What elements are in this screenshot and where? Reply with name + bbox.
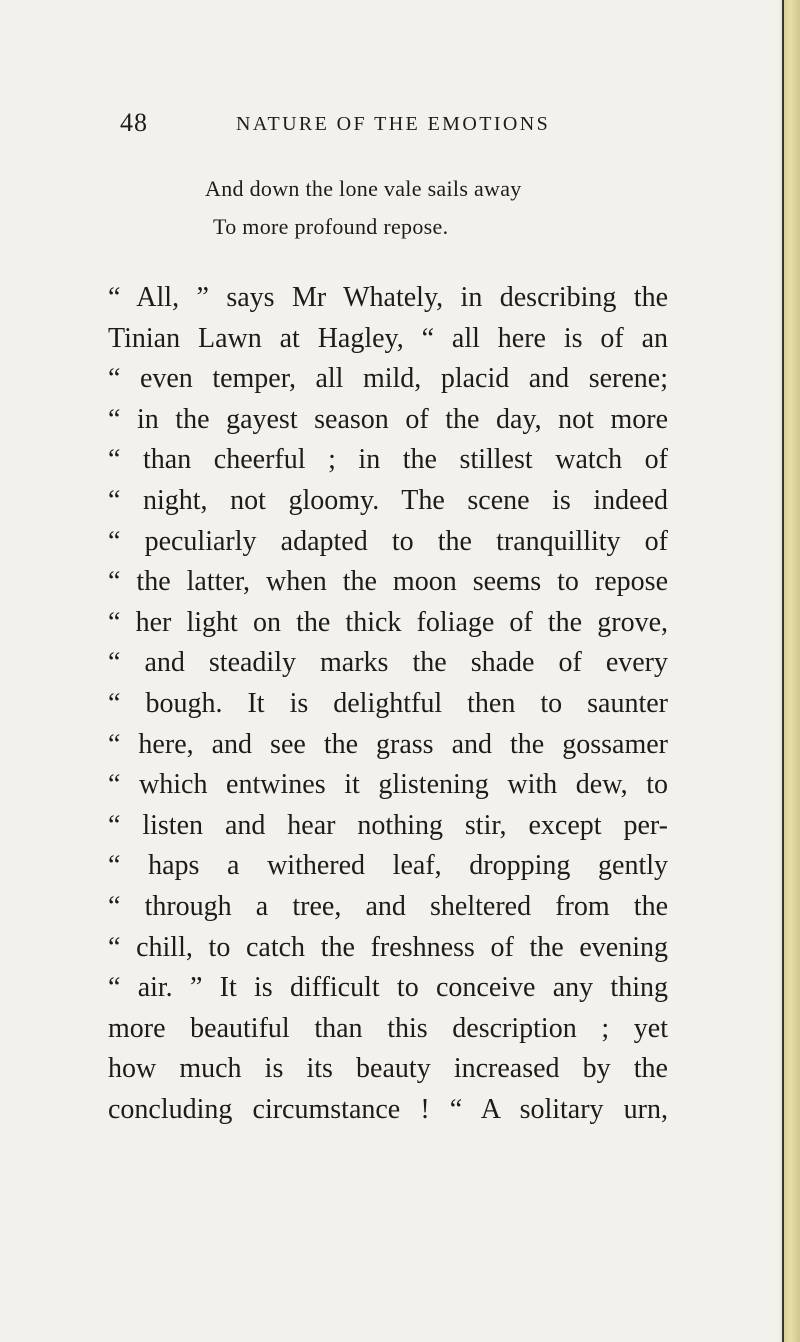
text-line: “ which entwines it glistening with dew, to bbox=[108, 769, 668, 801]
text-line: more beautiful than this description ; yet bbox=[108, 1012, 668, 1044]
running-title: NATURE OF THE EMOTIONS bbox=[236, 113, 551, 135]
text-line: “ through a tree, and sheltered from the bbox=[108, 890, 668, 922]
text-line: “ listen and hear nothing stir, except per- bbox=[108, 809, 668, 841]
page-number: 48 bbox=[120, 108, 148, 137]
text-line: “ here, and see the grass and the gossamer bbox=[108, 728, 668, 760]
text-line: Tinian Lawn at Hagley, “ all here is of an bbox=[108, 322, 668, 354]
text-line: “ and steadily marks the shade of every bbox=[108, 647, 668, 679]
verse-line: To more profound repose. bbox=[213, 214, 449, 239]
text-line: “ night, not gloomy. The scene is indeed bbox=[108, 484, 668, 516]
body-text bbox=[108, 278, 668, 1130]
text-line: concluding circumstance ! “ A solitary urn, bbox=[108, 1093, 668, 1125]
text-line: “ All, ” says Mr Whately, in describing the bbox=[108, 282, 668, 313]
text-line: “ bough. It is delightful then to saunter bbox=[108, 687, 668, 719]
running-head bbox=[120, 108, 590, 138]
text-line: “ than cheerful ; in the stillest watch of bbox=[108, 444, 668, 476]
text-line: “ the latter, when the moon seems to repose bbox=[108, 566, 668, 598]
text-line: “ air. ” It is difficult to conceive any thing bbox=[108, 972, 668, 1004]
text-line: “ her light on the thick foliage of the grove, bbox=[108, 606, 668, 638]
book-spine-edge bbox=[782, 0, 800, 1342]
text-line: “ peculiarly adapted to the tranquillity of bbox=[108, 525, 668, 557]
text-line: “ chill, to catch the freshness of the evening bbox=[108, 931, 668, 963]
text-line: “ even temper, all mild, placid and serene; bbox=[108, 363, 668, 395]
text-line: how much is its beauty increased by the bbox=[108, 1053, 668, 1085]
text-line: “ in the gayest season of the day, not more bbox=[108, 403, 668, 435]
verse-line: And down the lone vale sails away bbox=[205, 176, 522, 201]
text-line: “ haps a withered leaf, dropping gently bbox=[108, 850, 668, 882]
verse-quotation bbox=[205, 170, 522, 246]
